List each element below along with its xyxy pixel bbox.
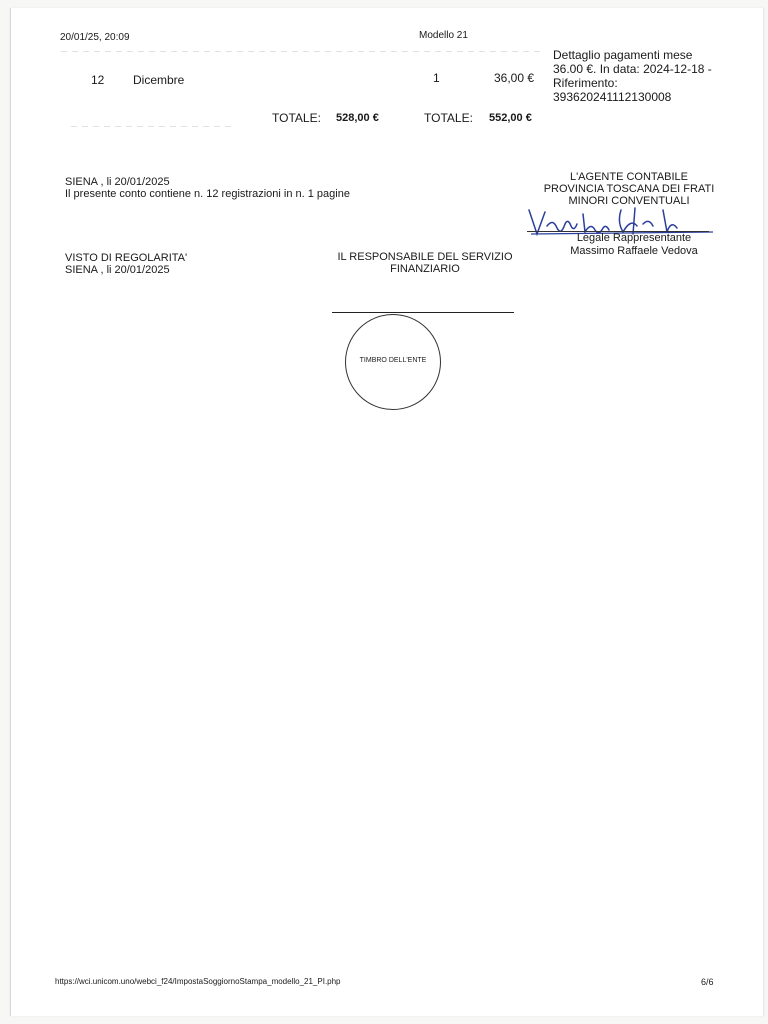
faint-row-divider (71, 126, 231, 127)
payment-detail-line: Dettaglio pagamenti mese (553, 48, 693, 62)
responsabile-block (327, 251, 523, 275)
visto-date: SIENA , li 20/01/2025 (65, 264, 170, 276)
page-number: 6/6 (701, 977, 714, 987)
row-count: 1 (433, 71, 440, 85)
form-title: Modello 21 (419, 30, 468, 41)
total-label-1: TOTALE: (272, 111, 321, 125)
row-amount: 36,00 € (494, 71, 535, 85)
agent-role-block (534, 232, 734, 258)
stamp-circle (345, 314, 441, 410)
payment-detail-line: 393620241112130008 (553, 90, 672, 104)
registrations-summary: Il presente conto contiene n. 12 registrazioni in n. 1 pagine (65, 188, 350, 200)
print-datetime: 20/01/25, 20:09 (60, 32, 130, 43)
footer-url: https://wci.unicom.uno/webci_f24/ImpostaSoggiornoStampa_modello_21_PI.php (55, 977, 341, 986)
row-month: Dicembre (133, 73, 185, 87)
total-label-2: TOTALE: (424, 111, 473, 125)
visto-block (65, 252, 187, 276)
responsabile-title: IL RESPONSABILE DEL SERVIZIO (337, 251, 513, 263)
total-value-2: 552,00 € (489, 112, 532, 124)
payment-detail-line: Riferimento: (553, 76, 618, 90)
document-page (10, 8, 764, 1016)
payment-detail (553, 48, 712, 104)
agent-org-line: PROVINCIA TOSCANA DEI FRATI (543, 183, 715, 195)
agent-title: L'AGENTE CONTABILE (569, 171, 689, 183)
place-date: SIENA , li 20/01/2025 (65, 176, 170, 188)
agent-name: Massimo Raffaele Vedova (570, 245, 698, 257)
agent-role: Legale Rappresentante (576, 232, 692, 244)
responsabile-signature-line (332, 312, 514, 313)
row-number: 12 (91, 73, 105, 87)
stamp-label: TIMBRO DELL'ENTE (359, 357, 427, 364)
total-value-1: 528,00 € (336, 112, 379, 124)
payment-detail-line: 36.00 €. In data: 2024-12-18 - (553, 62, 712, 76)
agent-block (524, 171, 734, 207)
agent-org-line: MINORI CONVENTUALI (568, 195, 690, 207)
responsabile-title: FINANZIARIO (390, 263, 460, 275)
faint-row-divider (61, 51, 541, 52)
visto-title: VISTO DI REGOLARITA' (65, 252, 188, 264)
